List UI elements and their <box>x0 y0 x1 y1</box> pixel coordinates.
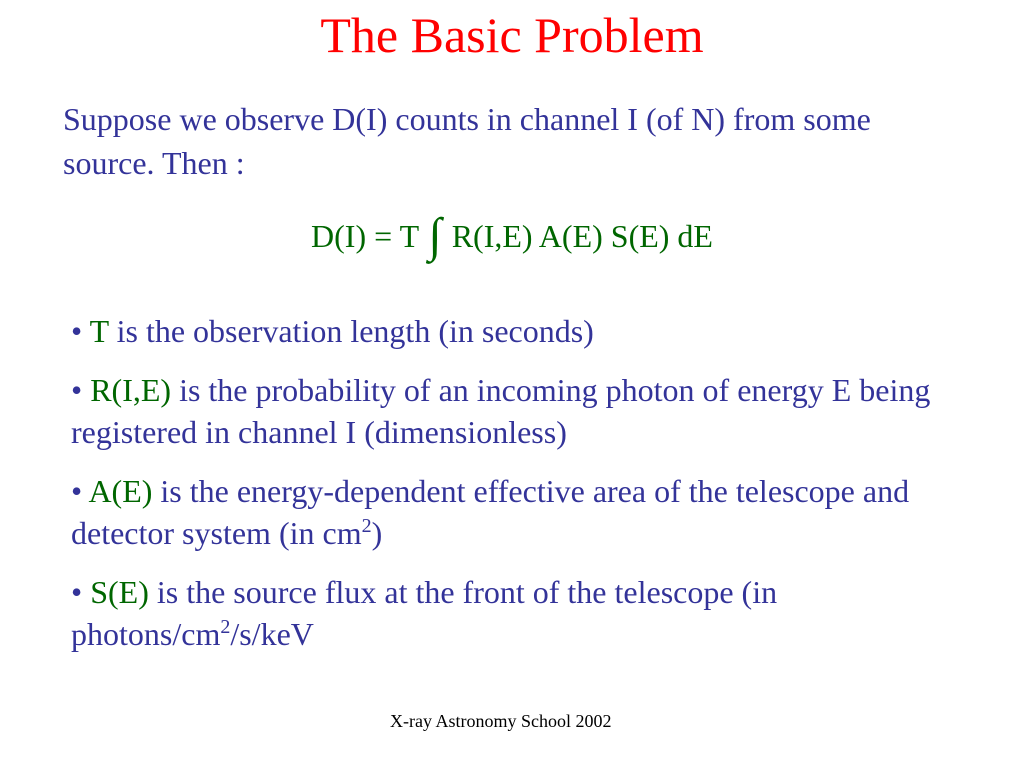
bullet-text-end: /s/keV <box>230 616 314 652</box>
term-t: T <box>89 313 109 349</box>
bullet-text: is the probability of an incoming photon of energy E being registered in channel I (dimensionless) <box>71 372 931 450</box>
superscript: 2 <box>361 515 372 537</box>
main-equation <box>0 196 1024 276</box>
footer-caption: X-ray Astronomy School 2002 <box>390 711 612 731</box>
bullet-text: is the energy-dependent effective area of the telescope and detector system (in cm <box>71 473 910 551</box>
intro-paragraph: Suppose we observe D(I) counts in channel I (of N) from some source. Then : <box>63 101 871 181</box>
integral-sign: ∫ <box>428 209 442 262</box>
definition-list <box>71 310 971 672</box>
bullet-exposure-time <box>71 310 971 352</box>
bullet-marker: • <box>71 574 83 610</box>
bullet-effective-area <box>71 470 971 554</box>
equation-left-side: D(I) = T <box>311 218 419 254</box>
bullet-text: is the source flux at the front of the telescope (in photons/cm <box>71 574 778 652</box>
bullet-text: is the observation length (in seconds) <box>108 313 594 349</box>
term-ae: A(E) <box>88 473 153 509</box>
bullet-source-flux <box>71 571 971 655</box>
slide-title: The Basic Problem <box>320 7 704 63</box>
term-rie: R(I,E) <box>90 372 172 408</box>
bullet-response-matrix <box>71 369 971 453</box>
equation-integrand: R(I,E) A(E) S(E) dE <box>451 218 713 254</box>
bullet-marker: • <box>71 313 83 349</box>
superscript: 2 <box>220 616 231 638</box>
bullet-marker: • <box>71 372 83 408</box>
bullet-marker: • <box>71 473 83 509</box>
bullet-text-end: ) <box>371 515 383 551</box>
term-se: S(E) <box>90 574 149 610</box>
